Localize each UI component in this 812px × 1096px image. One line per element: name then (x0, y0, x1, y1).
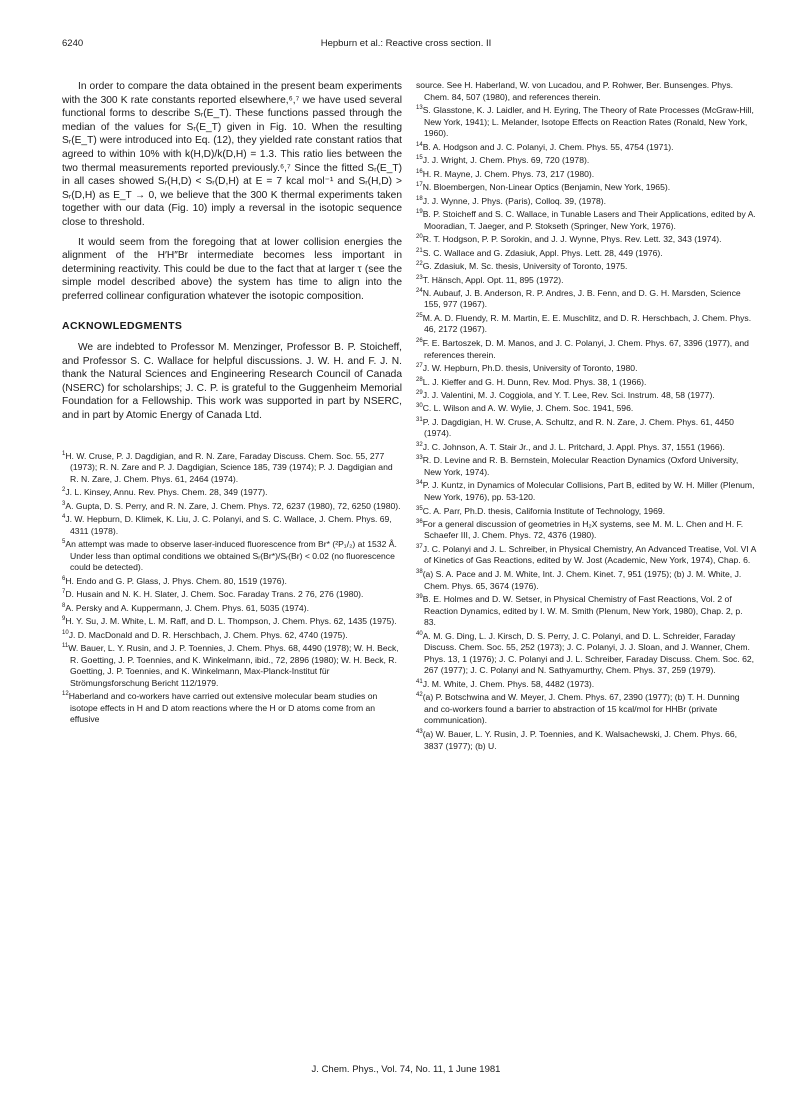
reference-number: 2 (62, 487, 66, 494)
reference-item (416, 542, 756, 567)
reference-text: J. C. Johnson, A. T. Stair Jr., and J. L. Pritchard, J. Appl. Phys. 37, 1551 (1966). (422, 441, 725, 452)
reference-text: (a) P. Botschwina and W. Meyer, J. Chem. Phys. 67, 2390 (1977); (b) T. H. Dunning and co-workers found a barrier to abstraction of 15 kcal/mol for HHBr (private communication). (422, 692, 740, 726)
reference-text: J. W. Hepburn, D. Klimek, K. Liu, J. C. Polanyi, and S. C. Wallace, J. Chem. Phys. 69, 4311 (1978). (65, 514, 392, 536)
reference-text: B. A. Hodgson and J. C. Polanyi, J. Chem. Phys. 55, 4754 (1971). (422, 141, 674, 152)
reference-number: 6 (62, 575, 66, 582)
reference-item (416, 232, 756, 245)
reference-number: 24 (416, 287, 423, 294)
reference-item (416, 677, 756, 690)
acknowledgments-heading: ACKNOWLEDGMENTS (62, 319, 183, 332)
reference-item (62, 512, 402, 537)
reference-item (416, 273, 756, 286)
reference-number: 13 (416, 105, 423, 112)
reference-text: J. J. Wright, J. Chem. Phys. 69, 720 (1978). (422, 155, 590, 166)
acknowledgments-text: We are indebted to Professor M. Menzinger, Professor B. P. Stoicheff, and Professor S. C. Wallace for helpful discussions. J. W. H. and F. J. N. thank the Natural Sciences and Engineering Research Council of Canada (NSERC) for scholarships; J. C. P. is grateful to the Guggenheim Memorial Foundation for a Fellowship. This work was supported in part by NSERC, and in part by Atomic Energy of Canada Ltd. (62, 342, 402, 422)
reference-number: 42 (416, 692, 423, 699)
reference-text: J. D. MacDonald and D. R. Herschbach, J. Chem. Phys. 62, 4740 (1975). (68, 629, 348, 640)
reference-text: J. J. Valentini, M. J. Coggiola, and Y. T. Lee, Rev. Sci. Instrum. 48, 58 (1977). (422, 389, 715, 400)
reference-number: 18 (416, 195, 423, 202)
reference-number: 37 (416, 544, 423, 550)
reference-text: A. M. G. Ding, L. J. Kirsch, D. S. Perry, J. C. Polanyi, and D. L. Schreider, Faraday Discuss. Chem. Soc. 55, 252 (1973); J. C. Polanyi, J. J. Sloan, and J. Wanner, Chem. Phys. 13, 1 (1976); J. C. Polanyi and J. L. Schreiber, Faraday Discuss. Chem. Soc. 62, 267 (1977); J. C. Polanyi and N. Sathyamurthy, Chem. Phys. 37, 259 (1979). (422, 630, 755, 676)
reference-number: 36 (416, 518, 423, 525)
reference-number: 19 (416, 209, 423, 216)
reference-number: 40 (416, 630, 423, 637)
reference-number: 3 (62, 500, 66, 507)
reference-item (416, 286, 756, 311)
reference-number: 28 (416, 376, 423, 383)
reference-number: 11 (62, 643, 69, 650)
reference-text: J. J. Wynne, J. Phys. (Paris), Colloq. 39, (1978). (422, 195, 607, 206)
reference-item (416, 629, 756, 677)
reference-number: 38 (416, 569, 423, 576)
reference-item (416, 180, 756, 193)
reference-item (62, 485, 402, 498)
reference-text: P. J. Dagdigian, H. W. Cruse, A. Schultz, and R. N. Zare, J. Chem. Phys. 61, 4450 (1974). (422, 416, 734, 439)
reference-number: 15 (416, 155, 423, 162)
reference-text: (a) S. A. Pace and J. M. White, Int. J. Chem. Kinet. 7, 951 (1975); (b) J. M. White, J. Chem. Phys. 65, 3674 (1976). (422, 568, 742, 591)
reference-item (416, 401, 756, 414)
reference-text: T. Hänsch, Appl. Opt. 11, 895 (1972). (422, 274, 564, 285)
reference-item (416, 80, 756, 103)
reference-text: A. Persky and A. Kuppermann, J. Chem. Phys. 61, 5035 (1974). (65, 602, 309, 613)
reference-number: 39 (416, 594, 423, 601)
reference-item (416, 336, 756, 361)
reference-number: 25 (416, 313, 423, 319)
reference-item (416, 361, 756, 374)
reference-text: B. E. Holmes and D. W. Setser, in Physical Chemistry of Fast Reactions, Vol. 2 of Reaction Dynamics, edited by I. W. M. Smith (Plenum, New York, 1980), Chap. 2, p. 83. (422, 593, 743, 628)
reference-item (416, 207, 756, 232)
reference-number: 12 (62, 691, 69, 698)
reference-item (416, 388, 756, 401)
references-list-left (62, 449, 402, 726)
reference-item (416, 504, 756, 517)
reference-number: 26 (416, 338, 423, 345)
reference-text: S. C. Wallace and G. Zdasiuk, Appl. Phys. Lett. 28, 449 (1976). (422, 247, 663, 258)
reference-text: N. Aubauf, J. B. Anderson, R. P. Andres, J. B. Fenn, and D. G. H. Marsden, Science 155, 977 (1967). (422, 287, 741, 310)
reference-number: 8 (62, 602, 66, 609)
reference-text: An attempt was made to observe laser-induced fluorescence from Br* (²P₁/₂) at 1532 Å. Under less than optimal conditions we obtained Sᵣ(Br*)/Sᵣ(Br) < 0.02 (no fluorescence could be detected). (65, 539, 397, 573)
reference-text: G. Zdasiuk, M. Sc. thesis, University of Toronto, 1975. (422, 260, 628, 271)
reference-text: J. C. Polanyi and J. L. Schreiber, in Physical Chemistry, An Advanced Treatise, Vol. VI A of Kinetics of Gas Reactions, edited by W. Jost (Academic, New York, 1974), Chap. 6. (422, 543, 756, 566)
reference-item (62, 689, 402, 726)
reference-text: J. W. Hepburn, Ph.D. thesis, University of Toronto, 1980. (422, 362, 638, 373)
reference-text: H. Endo and G. P. Glass, J. Phys. Chem. 80, 1519 (1976). (65, 575, 287, 586)
reference-item (416, 311, 756, 336)
reference-item (62, 601, 402, 614)
reference-number: 30 (416, 403, 423, 410)
reference-text: C. A. Parr, Ph.D. thesis, California Institute of Technology, 1969. (422, 505, 666, 516)
reference-number: 20 (416, 234, 423, 241)
reference-item (416, 690, 756, 727)
reference-text: F. E. Bartoszek, D. M. Manos, and J. C. Polanyi, J. Chem. Phys. 67, 3396 (1977), and references therein. (422, 337, 749, 360)
reference-text: D. Husain and N. K. H. Slater, J. Chem. Soc. Faraday Trans. 2 76, 276 (1980). (65, 589, 364, 600)
reference-text: S. Glasstone, K. J. Laidler, and H. Eyring, The Theory of Rate Processes (McGraw-Hill, New York, 1941); L. Melander, Isotope Effects on Reaction Rates (Ronald, New York, 1960). (422, 105, 754, 139)
reference-text: W. Bauer, L. Y. Rusin, and J. P. Toennies, J. Chem. Phys. 68, 4490 (1978); W. H. Beck, R. Goetting, J. P. Toennies, and K. Winkelmann, ibid., 72, 2896 (1980); W. H. Beck, R. Goetting, J. P. Toennies, and K. Winkelmann, Max-Planck-Institut für Strömungsforschung Bericht 112/1979. (68, 643, 399, 688)
reference-item (416, 375, 756, 388)
page-header (62, 38, 750, 54)
reference-item (416, 167, 756, 180)
reference-number: 33 (416, 455, 423, 462)
reference-text: H. Y. Su, J. M. White, L. M. Raff, and D. L. Thompson, J. Chem. Phys. 62, 1435 (1975). (65, 616, 397, 627)
reference-number: 9 (62, 616, 66, 623)
reference-text: J. L. Kinsey, Annu. Rev. Phys. Chem. 28, 349 (1977). (65, 487, 268, 498)
reference-item (416, 478, 756, 503)
reference-number: 17 (416, 182, 423, 189)
reference-number: 41 (416, 678, 423, 685)
reference-number: 43 (416, 729, 423, 736)
body-paragraph: In order to compare the data obtained in the present beam experiments with the 300 K rate constants reported elsewhere,⁶,⁷ we have used several functional forms to describe Sᵣ(E_T). These functions passed through the median of the values for Sᵣ(E_T) given in Fig. 10. When the resulting Sᵣ(E_T) were introduced into Eq. (12), they yielded rate constant ratios that agreed to within 10% with k(H,D)/k(D,H) = 1.3. This ratio lies between the two thermal measurements reported previously.⁶,⁷ Since the fitted Sᵣ(E_T) in all cases showed Sᵣ(H,D) < Sᵣ(D,H) at E = 7 kcal mol⁻¹ and Sᵣ(H,D) > Sᵣ(D,H) as E_T → 0, we believe that the 300 K thermal experiments taken together with our data (Fig. 10) imply a reversal in the isotopic sequence close to threshold. (62, 81, 402, 228)
reference-number: 34 (416, 480, 423, 487)
reference-text: For a general discussion of geometries in H₂X systems, see M. M. L. Chen and H. F. Schaefer III, J. Chem. Phys. 72, 4376 (1980). (422, 518, 744, 541)
reference-text: N. Bloembergen, Non-Linear Optics (Benjamin, New York, 1965). (422, 182, 671, 193)
reference-item (416, 440, 756, 453)
reference-number: 10 (62, 629, 69, 636)
reference-item (416, 194, 756, 207)
journal-footer: J. Chem. Phys., Vol. 74, No. 11, 1 June 1981 (311, 1064, 501, 1075)
reference-item (416, 727, 756, 752)
left-column (62, 80, 402, 726)
reference-number: 14 (416, 141, 423, 148)
body-paragraph: It would seem from the foregoing that at lower collision energies the alignment of the H′H″Br intermediate becomes less important in determining reactivity. This could be due to the fact that at larger τ (see the simple model described above) the system has time to align into the preferred collinear configuration whatever the isotopic composition. (62, 236, 402, 302)
reference-item (416, 246, 756, 259)
reference-text: L. J. Kieffer and G. H. Dunn, Rev. Mod. Phys. 38, 1 (1966). (422, 376, 647, 387)
reference-number: 4 (62, 514, 66, 521)
reference-text: H. W. Cruse, P. J. Dagdigian, and R. N. Zare, Faraday Discuss. Chem. Soc. 55, 277 (1973); R. N. Zare and P. J. Dagdigian, Science 185, 739 (1974); P. J. Dagdigian and R. N. Zare, J. Chem. Phys. 61, 2464 (1974). (65, 450, 393, 484)
reference-item (416, 415, 756, 440)
reference-item (416, 153, 756, 166)
reference-item (62, 499, 402, 512)
reference-text: (a) W. Bauer, L. Y. Rusin, J. P. Toennies, and K. Walsachewski, J. Chem. Phys. 66, 3837 (1977); (b) U. (422, 728, 737, 751)
reference-text: source. See H. Haberland, W. von Lucadou, and P. Rohwer, Ber. Bunsenges. Phys. Chem. 84, 507 (1980), and references therein. (416, 80, 734, 102)
reference-text: R. D. Levine and R. B. Bernstein, Molecular Reaction Dynamics (Oxford University, New York, 1974). (422, 455, 739, 477)
reference-number: 5 (62, 539, 66, 546)
reference-text: B. P. Stoicheff and S. C. Wallace, in Tunable Lasers and Their Applications, edited by A. Mooradian, T. Jaeger, and P. Stokseth (Springer, New York, 1976). (422, 208, 756, 231)
reference-item (416, 517, 756, 542)
reference-number: 29 (416, 390, 423, 396)
reference-item (62, 628, 402, 641)
reference-number: 32 (416, 441, 423, 448)
reference-number: 31 (416, 416, 423, 423)
reference-item (62, 449, 402, 486)
reference-text: A. Gupta, D. S. Perry, and R. N. Zare, J. Chem. Phys. 72, 6237 (1980), 72, 6250 (1980). (65, 500, 401, 511)
reference-text: H. R. Mayne, J. Chem. Phys. 73, 217 (1980). (422, 168, 595, 179)
right-column (416, 80, 756, 752)
reference-item (416, 103, 756, 140)
reference-item (416, 567, 756, 592)
reference-text: C. L. Wilson and A. W. Wylie, J. Chem. Soc. 1941, 596. (422, 403, 634, 414)
reference-item (62, 537, 402, 574)
reference-number: 1 (62, 450, 66, 457)
reference-number: 21 (416, 247, 423, 254)
reference-item (416, 140, 756, 153)
running-head: Hepburn et al.: Reactive cross section. II (320, 38, 492, 49)
reference-number: 7 (62, 589, 66, 596)
reference-item (62, 574, 402, 587)
reference-number: 22 (416, 261, 423, 268)
reference-text: Haberland and co-workers have carried out extensive molecular beam studies on isotope effects in H and D atom reactions where the H or D atoms come from an effusive (68, 691, 378, 725)
reference-item (62, 641, 402, 689)
reference-number: 16 (416, 168, 423, 175)
reference-text: J. M. White, J. Chem. Phys. 58, 4482 (1973). (422, 678, 595, 689)
reference-text: P. J. Kuntz, in Dynamics of Molecular Collisions, Part B, edited by W. H. Miller (Plenum, New York, 1976), pp. 53-120. (422, 480, 755, 502)
reference-number: 23 (416, 274, 423, 281)
reference-item (416, 259, 756, 272)
reference-item (62, 587, 402, 600)
reference-text: R. T. Hodgson, P. P. Sorokin, and J. J. Wynne, Phys. Rev. Lett. 32, 343 (1974). (422, 234, 722, 244)
reference-item (416, 453, 756, 478)
page-number: 6240 (62, 38, 84, 49)
reference-number: 27 (416, 363, 423, 370)
reference-number: 35 (416, 505, 423, 512)
reference-item (62, 614, 402, 627)
references-list-right (416, 80, 756, 752)
reference-item (416, 592, 756, 629)
reference-text: M. A. D. Fluendy, R. M. Martin, E. E. Muschlitz, and D. R. Herschbach, J. Chem. Phys. 46, 2172 (1967). (422, 312, 752, 335)
